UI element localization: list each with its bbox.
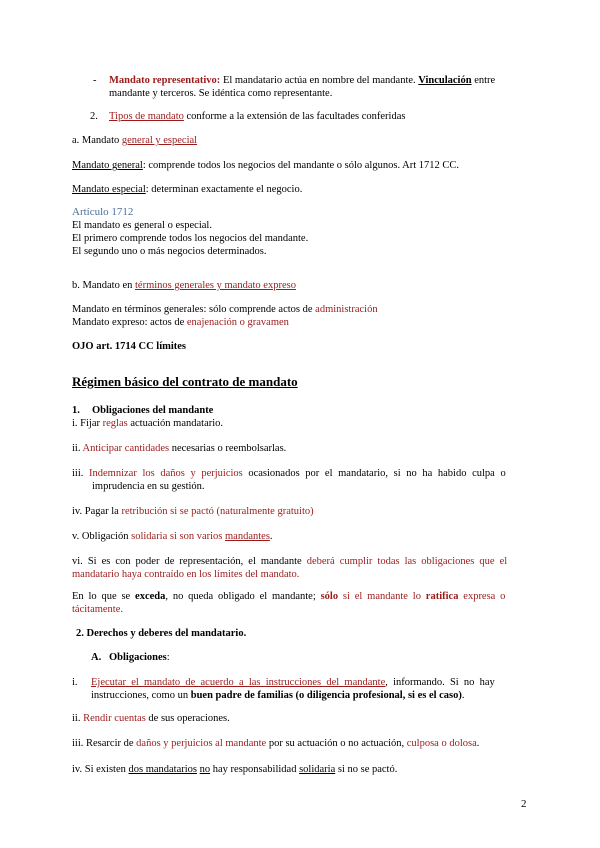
rep-after: entre — [471, 75, 496, 86]
mand-i-line2-pre: instrucciones, como un — [91, 690, 191, 701]
regimen-title: Régimen básico del contrato de mandato — [72, 374, 298, 389]
ojo-note: OJO art. 1714 CC límites — [72, 341, 187, 352]
sub-title-colon: : — [166, 652, 170, 663]
obl-mandante-num: 1. — [72, 405, 80, 416]
obl-iv-red: retribución si se pactó (naturalmente gratuito) — [121, 506, 314, 517]
ex-mid: , no queda obligado el mandante; — [165, 591, 321, 602]
mand-i-line2-post: . — [461, 690, 465, 701]
intro-bullet: - — [93, 75, 97, 86]
especial-term: Mandato especial — [72, 184, 146, 195]
obl-vi-line2: mandatario haya contraído en los límites del mandato. — [72, 569, 300, 580]
obl-i — [72, 417, 223, 430]
ex-pre: En lo que se — [72, 591, 136, 602]
obl-vi-pre: vi. Si es con poder de representación, el mandante — [72, 556, 307, 567]
ex-red2: expresa o — [458, 591, 506, 602]
mandato-general-line — [72, 159, 459, 172]
ex-red: si el mandante lo — [338, 591, 426, 602]
obl-i-post: actuación mandatario. — [127, 418, 224, 429]
ex-ratifica: ratifica — [425, 591, 459, 602]
page-number: 2 — [521, 798, 527, 810]
mand-i-line2 — [91, 689, 465, 702]
line2-red: enajenación o gravamen — [186, 317, 289, 328]
exceda-line — [72, 590, 505, 603]
obl-ii-post: necesarias o reembolsarlas. — [169, 443, 287, 454]
obl-vi — [72, 555, 507, 568]
line2-pre: Mandato expreso: actos de — [72, 317, 187, 328]
line1-pre: Mandato en términos generales: sólo comprende actos de — [72, 304, 316, 315]
section-b-red: términos generales y mandato expreso — [135, 280, 296, 291]
rep-label: Mandato representativo: — [109, 75, 221, 86]
obl-ii-red: Anticipar cantidades — [82, 443, 170, 454]
mand-ii — [72, 712, 230, 725]
mand-iv-u2: no — [199, 764, 211, 775]
rep-text: El mandatario actúa en nombre del mandante. — [220, 75, 419, 86]
mand-iii-red2: culposa o dolosa — [406, 738, 477, 749]
obl-iii-pre: iii. — [72, 468, 90, 479]
ex-solo: sólo — [320, 591, 339, 602]
mand-iv-u1: dos mandatarios — [128, 764, 198, 775]
terminos-generales-line — [72, 303, 378, 316]
section-a-heading — [72, 134, 197, 147]
obl-iv-pre: iv. Pagar la — [72, 506, 122, 517]
section-b-prefix: b. Mandato en — [72, 280, 135, 291]
mand-iv-u3: solidaria — [299, 764, 336, 775]
mand-i-post: , informando. Si no hay — [385, 677, 495, 688]
mand-i-num: i. — [72, 677, 78, 688]
general-def: : comprende todos los negocios del mandante o sólo algunos. Art 1712 CC. — [142, 160, 459, 171]
tipos-link[interactable]: Tipos de mandato — [109, 111, 184, 122]
section-a-prefix: a. Mandato — [72, 135, 122, 146]
obl-iii — [72, 467, 528, 480]
sub-title-text: Obligaciones — [109, 652, 167, 663]
mand-ii-red: Rendir cuentas — [83, 713, 146, 724]
article-line-1: El mandato es general o especial. — [72, 220, 212, 231]
mand-i-line2-bold: buen padre de familias (o diligencia profesional, si es el caso) — [190, 690, 462, 701]
obl-mandante-title: Obligaciones del mandante — [92, 405, 214, 416]
mand-i-red: Ejecutar el mandato de acuerdo a las instrucciones del mandante — [91, 677, 386, 688]
obl-i-pre: i. Fijar — [72, 418, 103, 429]
mand-iv-mid: hay responsabilidad — [210, 764, 300, 775]
obl-ii — [72, 442, 286, 455]
mand-iii-post: . — [476, 738, 480, 749]
exceda-line2: tácitamente. — [72, 604, 124, 615]
article-heading: Artículo 1712 — [72, 206, 134, 218]
obl-v-pre: v. Obligación — [72, 531, 132, 542]
line1-red: administración — [315, 304, 378, 315]
mand-ii-pre: ii. — [72, 713, 84, 724]
mand-iv-post: si no se pactó. — [335, 764, 398, 775]
tipos-rest: conforme a la extensión de las facultades conferidas — [183, 111, 406, 122]
obl-iii-red: Indemnizar los daños y perjuicios — [89, 468, 243, 479]
section-a-red: general y especial — [121, 135, 198, 146]
mandato-especial-line — [72, 183, 302, 196]
mand-ii-post: de sus operaciones. — [145, 713, 230, 724]
mand-iii — [72, 737, 479, 750]
obl-i-red: reglas — [102, 418, 128, 429]
mand-iii-red: daños y perjuicios al mandante — [136, 738, 267, 749]
oblig-sub-num: A. — [91, 652, 102, 663]
rep-line2: mandante y terceros. Se idéntica como representante. — [109, 88, 333, 99]
mand-iii-mid: por su actuación o no actuación, — [266, 738, 407, 749]
ex-bold: exceda — [135, 591, 166, 602]
section-b-heading — [72, 279, 296, 292]
obl-v — [72, 530, 273, 543]
obl-v-redu: mandantes — [225, 531, 270, 542]
obl-ii-pre: ii. — [72, 443, 83, 454]
tipos-line — [109, 110, 405, 123]
mandatario-title: 2. Derechos y deberes del mandatario. — [76, 628, 247, 639]
expreso-line — [72, 316, 289, 329]
vinculacion: Vinculación — [418, 75, 472, 86]
mandato-representativo-line — [109, 74, 495, 87]
obl-v-red: solidaria si son varios — [131, 531, 226, 542]
especial-def: : determinan exactamente el negocio. — [145, 184, 303, 195]
obl-iv — [72, 505, 314, 518]
mand-iv — [72, 763, 397, 776]
general-term: Mandato general — [72, 160, 143, 171]
article-line-3: El segundo uno o más negocios determinados. — [72, 246, 267, 257]
obl-v-post: . — [269, 531, 273, 542]
article-line-2: El primero comprende todos los negocios del mandante. — [72, 233, 309, 244]
mand-i — [91, 676, 495, 689]
obl-iii-post: ocasionados por el mandatario, si no ha habido culpa o — [242, 468, 506, 479]
oblig-sub-title — [109, 651, 170, 664]
mand-iii-pre: iii. Resarcir de — [72, 738, 137, 749]
mand-iv-pre: iv. Si existen — [72, 764, 129, 775]
obl-iii-line2: imprudencia en su gestión. — [92, 481, 205, 492]
tipos-num: 2. — [90, 111, 98, 122]
obl-vi-red: deberá cumplir todas las obligaciones que el — [306, 556, 508, 567]
